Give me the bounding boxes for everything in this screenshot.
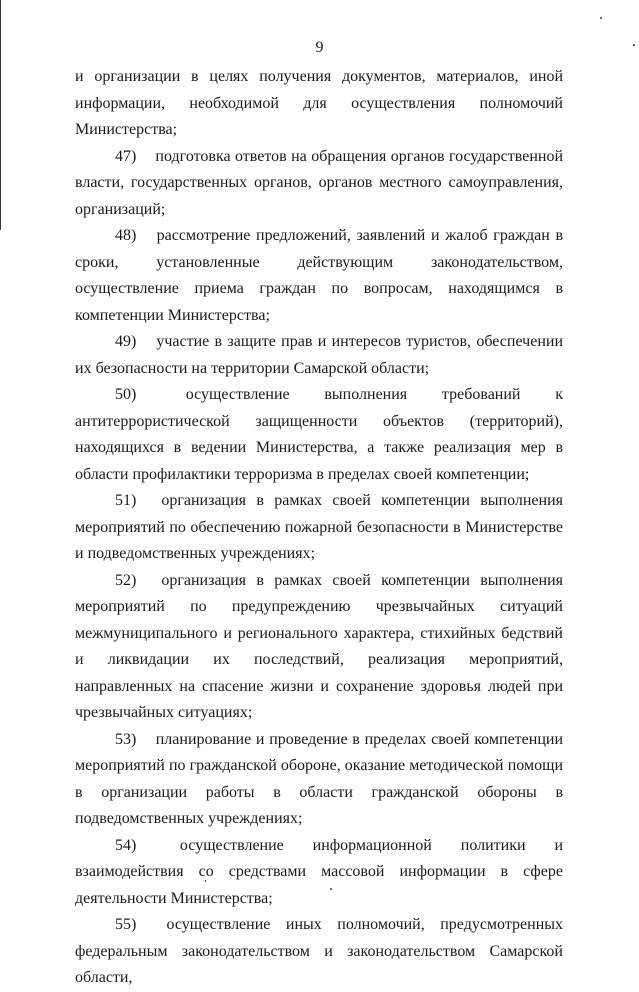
item-number: 48) <box>115 227 137 244</box>
paragraph-text: подготовка ответов на обращения органов государственной власти, государственных органов, органов местного самоуправления, организаций; <box>75 147 563 218</box>
item-number: 50) <box>115 386 137 403</box>
paragraph-text: рассмотрение предложений, заявлений и жалоб граждан в сроки, установленные действующим законодательством, осуществление приема граждан по вопросам, находящимся в компетенции Министерства; <box>75 227 563 324</box>
item-number: 51) <box>115 492 137 509</box>
paragraph-55 <box>75 912 563 992</box>
page-number: 9 <box>315 39 324 56</box>
paragraph-51 <box>75 488 563 568</box>
paragraph-48 <box>75 223 563 329</box>
paragraph-50 <box>75 382 563 488</box>
paragraph-text: осуществление иных полномочий, предусмотренных федеральным законодательством и законодательством Самарской области, <box>75 916 564 986</box>
paragraph-52 <box>75 568 563 727</box>
paragraph-text: планирование и проведение в пределах своей компетенции мероприятий по гражданской обороне, оказание методической помощи в организации работы в области гражданской обороны в подведомственных учреждениях; <box>75 730 564 827</box>
scan-edge-mark <box>0 0 1 230</box>
paragraph-47 <box>75 144 563 224</box>
paragraph-text: и организации в целях получения документов, материалов, иной информации, необходимой для осуществления полномочий Министерства; <box>75 68 563 138</box>
paragraph-49 <box>75 329 563 382</box>
item-number: 52) <box>115 571 137 589</box>
paragraph-text: осуществление информационной политики и взаимодействия со средствами массовой информации в сфере деятельности Министерства; <box>75 836 564 907</box>
paragraph-text: организация в рамках своей компетенции выполнения мероприятий по предупреждению чрезвычайных ситуаций межмуниципального и регионального характера, стихийных бедствий и ликвидации их последствий, реализация мероприятий, направленных на спасение жизни и сохранение здоровья людей при чрезвычайных ситуациях; <box>75 571 564 721</box>
document-body <box>75 64 563 992</box>
paragraph-text: организация в рамках своей компетенции выполнения мероприятий по обеспечению пожарной безопасности в Министерстве и подведомственных учреждениях; <box>75 492 564 562</box>
item-number: 49) <box>115 333 137 350</box>
paragraph-text: участие в защите прав и интересов туристов, обеспечении их безопасности на территории Самарской области; <box>75 333 563 377</box>
paragraph-text: осуществление выполнения требований к антитеррористической защищенности объектов (территорий), находящихся в ведении Министерства, а также реализация мер в области профилактики терроризма в пределах своей компетенции; <box>75 386 564 483</box>
paragraph-46-continuation <box>75 64 563 144</box>
scan-speck <box>600 17 602 19</box>
item-number: 55) <box>115 916 137 933</box>
item-number: 47) <box>115 147 137 165</box>
paragraph-54 <box>75 833 563 913</box>
paragraph-53 <box>75 727 563 833</box>
item-number: 53) <box>115 730 137 748</box>
item-number: 54) <box>115 836 137 854</box>
